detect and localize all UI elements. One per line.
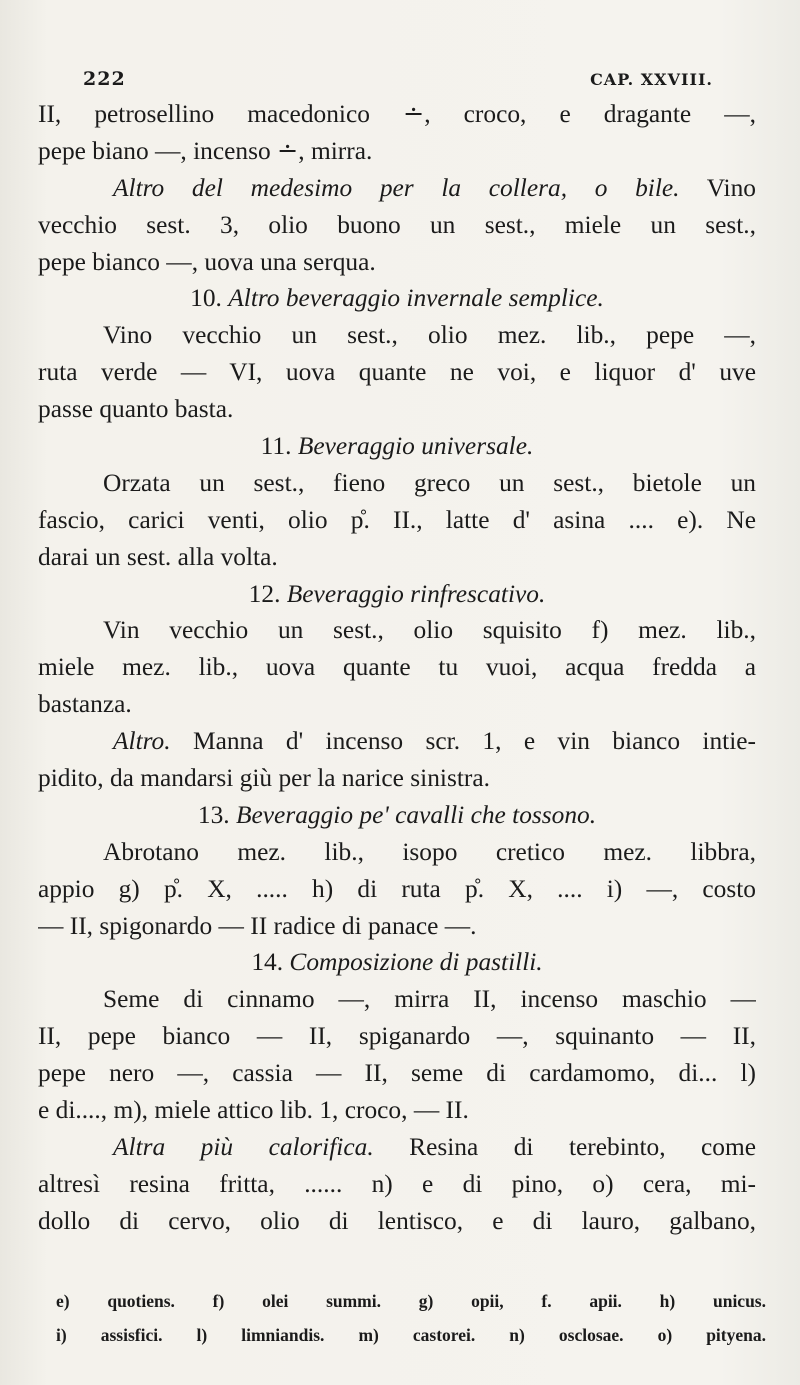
text-line: e di...., m), miele attico lib. 1, croco, — II. xyxy=(38,1096,469,1125)
line-rest: Resina di terebinto, come xyxy=(373,1132,756,1161)
italic-heading: Beveraggio universale. xyxy=(297,432,534,461)
text-line xyxy=(38,170,756,207)
text-line xyxy=(38,428,756,465)
text-line: fascio, carici venti, olio p̊. II., latte d' asina .... e). Ne xyxy=(38,505,756,534)
text-line xyxy=(38,723,756,760)
footnote-line: i) assisfici. l) limniandis. m) castorei. n) osclosae. o) pityena. xyxy=(56,1325,766,1345)
line-rest: Vino xyxy=(679,173,756,202)
text-line: II, petrosellino macedonico ∸, croco, e dragante —, xyxy=(38,100,756,128)
text-line: altresì resina fritta, ...... n) e di pino, o) cera, mi- xyxy=(38,1169,756,1198)
text-line: Orzata un sest., fieno greco un sest., bietole un xyxy=(103,468,756,497)
text-line: pepe biano —, incenso ∸, mirra. xyxy=(38,136,373,165)
text-line: pepe bianco —, uova una serqua. xyxy=(38,247,376,276)
text-line: II, pepe bianco — II, spiganardo —, squinanto — II, xyxy=(38,1022,756,1051)
section-number: 10. xyxy=(190,284,229,313)
text-line: pepe nero —, cassia — II, seme di cardamomo, di... l) xyxy=(38,1059,756,1088)
text-line: Vino vecchio un sest., olio mez. lib., pepe —, xyxy=(103,321,756,350)
text-line: Vin vecchio un sest., olio squisito f) mez. lib., xyxy=(103,616,756,645)
text-line xyxy=(38,576,756,613)
text-line: darai un sest. alla volta. xyxy=(38,542,278,571)
italic-heading: Altro del medesimo per la collera, o bile. xyxy=(113,173,680,202)
italic-heading: Beveraggio rinfrescativo. xyxy=(286,579,546,608)
section-number: 12. xyxy=(248,579,287,608)
text-line xyxy=(38,280,756,317)
text-line: Seme di cinnamo —, mirra II, incenso maschio — xyxy=(103,985,756,1014)
text-line: dollo di cervo, olio di lentisco, e di lauro, galbano, xyxy=(38,1206,756,1235)
text-line: passe quanto basta. xyxy=(38,395,234,424)
section-number: 13. xyxy=(197,800,236,829)
text-line: vecchio sest. 3, olio buono un sest., miele un sest., xyxy=(38,210,756,239)
section-number: 11. xyxy=(260,432,298,461)
text-line: pidito, da mandarsi giù per la narice sinistra. xyxy=(38,764,490,793)
text-line xyxy=(38,1129,756,1166)
footnotes xyxy=(56,1284,766,1352)
text-line: bastanza. xyxy=(38,690,132,719)
section-number: 14. xyxy=(251,948,290,977)
text-line xyxy=(38,797,756,834)
body-text xyxy=(38,96,756,1240)
text-line: Abrotano mez. lib., isopo cretico mez. libbra, xyxy=(103,837,756,866)
italic-heading: Altro. xyxy=(113,727,171,756)
line-rest: Manna d' incenso scr. 1, e vin bianco intie- xyxy=(170,727,756,756)
italic-heading: Altro beveraggio invernale semplice. xyxy=(228,284,604,313)
italic-heading: Altra più calorifica. xyxy=(113,1132,374,1161)
chapter-heading: CAP. XXVIII. xyxy=(590,70,713,89)
text-line: ruta verde — VI, uova quante ne voi, e liquor d' uve xyxy=(38,358,756,387)
text-line: miele mez. lib., uova quante tu vuoi, acqua fredda a xyxy=(38,653,756,682)
text-line xyxy=(38,944,756,981)
text-line: — II, spigonardo — II radice di panace —. xyxy=(38,911,477,940)
running-head xyxy=(83,68,713,98)
page-number: 222 xyxy=(83,68,126,90)
text-line: appio g) p̊. X, ..... h) di ruta p̊. X, .... i) —, costo xyxy=(38,874,756,903)
footnote-line: e) quotiens. f) olei summi. g) opii, f. apii. h) unicus. xyxy=(56,1291,766,1311)
italic-heading: Beveraggio pe' cavalli che tossono. xyxy=(236,800,597,829)
italic-heading: Composizione di pastilli. xyxy=(289,948,543,977)
